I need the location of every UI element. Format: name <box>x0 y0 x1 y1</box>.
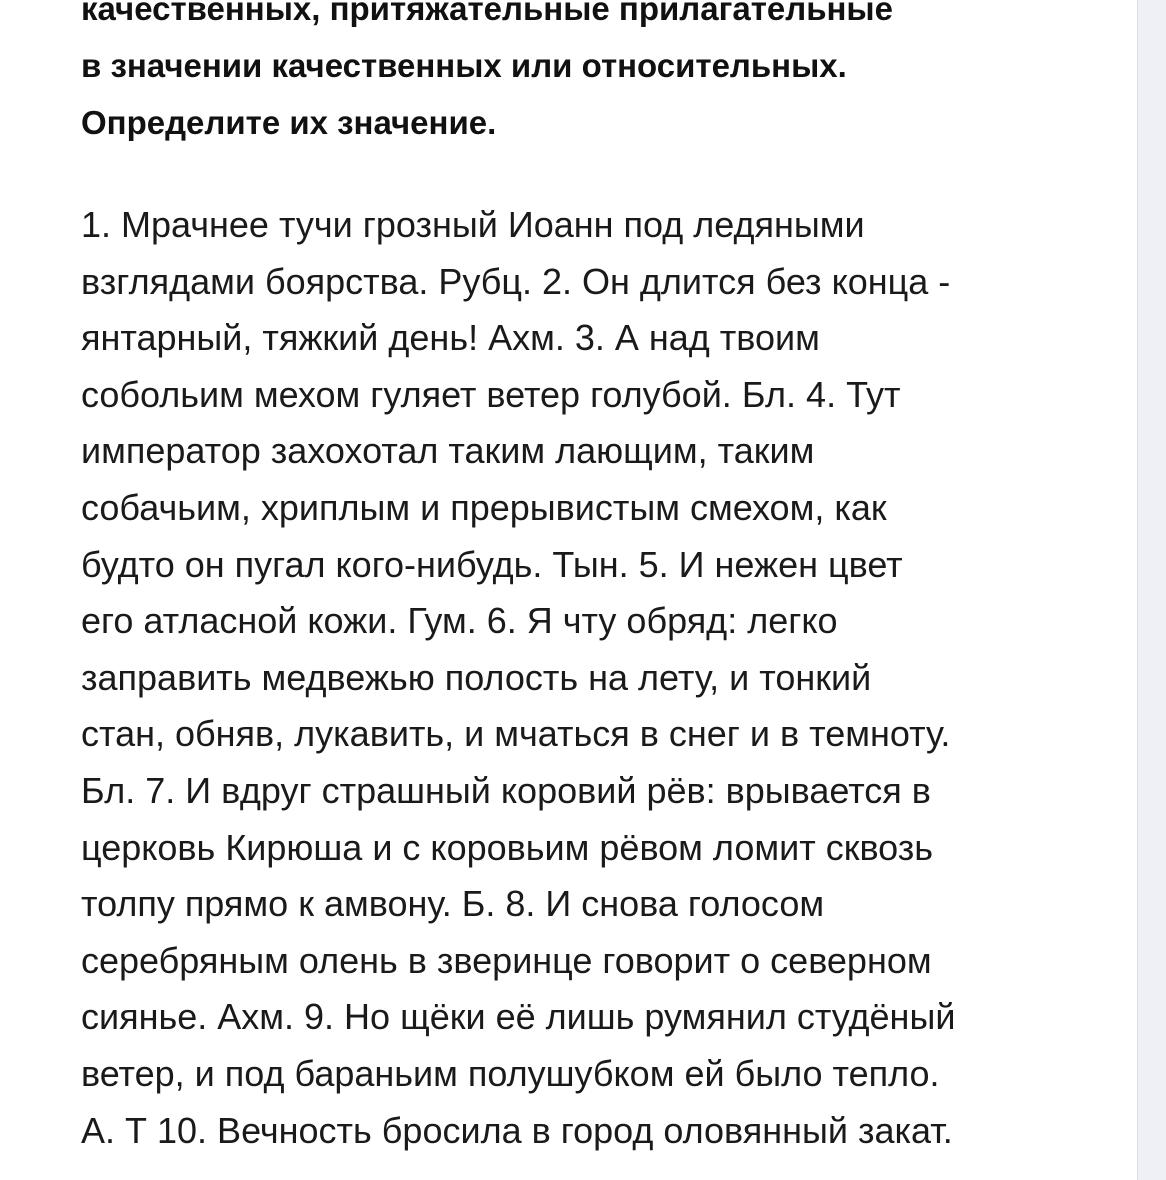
text-line: церковь Кирюша и с коровьим рёвом ломит сквозь <box>81 826 934 868</box>
text-line: ветер, и под бараньим полушубком ей было тепло. <box>81 1052 940 1094</box>
instruction-line: в значении качественных или относительных. <box>81 47 847 84</box>
text-line: сиянье. Ахм. 9. Но щёки её лишь румянил студёный <box>81 996 956 1038</box>
text-line: толпу прямо к амвону. Б. 8. И снова голосом <box>81 883 825 925</box>
exercise-sentences <box>81 197 1121 1159</box>
text-line: Бл. 7. И вдруг страшный коровий рёв: врывается в <box>81 769 931 811</box>
text-line: собачьим, хриплым и прерывистым смехом, как <box>81 486 887 528</box>
text-line: серебряным олень в зверинце говорит о северном <box>81 939 932 981</box>
text-line: собольим мехом гуляет ветер голубой. Бл. 4. Тут <box>81 373 901 415</box>
text-line: заправить медвежью полость на лету, и тонкий <box>81 656 872 698</box>
exercise-instruction <box>81 0 1121 151</box>
text-line: стан, обняв, лукавить, и мчаться в снег и в темноту. <box>81 713 951 755</box>
text-line: его атласной кожи. Гум. 6. Я чту обряд: легко <box>81 600 838 642</box>
instruction-line: качественных, притяжательные прилагательные <box>81 0 893 27</box>
text-line: взглядами боярства. Рубц. 2. Он длится без конца - <box>81 260 951 302</box>
instruction-line: Определите их значение. <box>81 104 497 141</box>
text-line: янтарный, тяжкий день! Ахм. 3. А над твоим <box>81 317 820 359</box>
text-line: А. Т 10. Вечность бросила в город оловянный закат. <box>81 1109 953 1151</box>
text-line: император захохотал таким лающим, таким <box>81 430 815 472</box>
text-line: будто он пугал кого-нибудь. Тын. 5. И нежен цвет <box>81 543 903 585</box>
text-line: 1. Мрачнее тучи грозный Иоанн под ледяными <box>81 204 865 245</box>
